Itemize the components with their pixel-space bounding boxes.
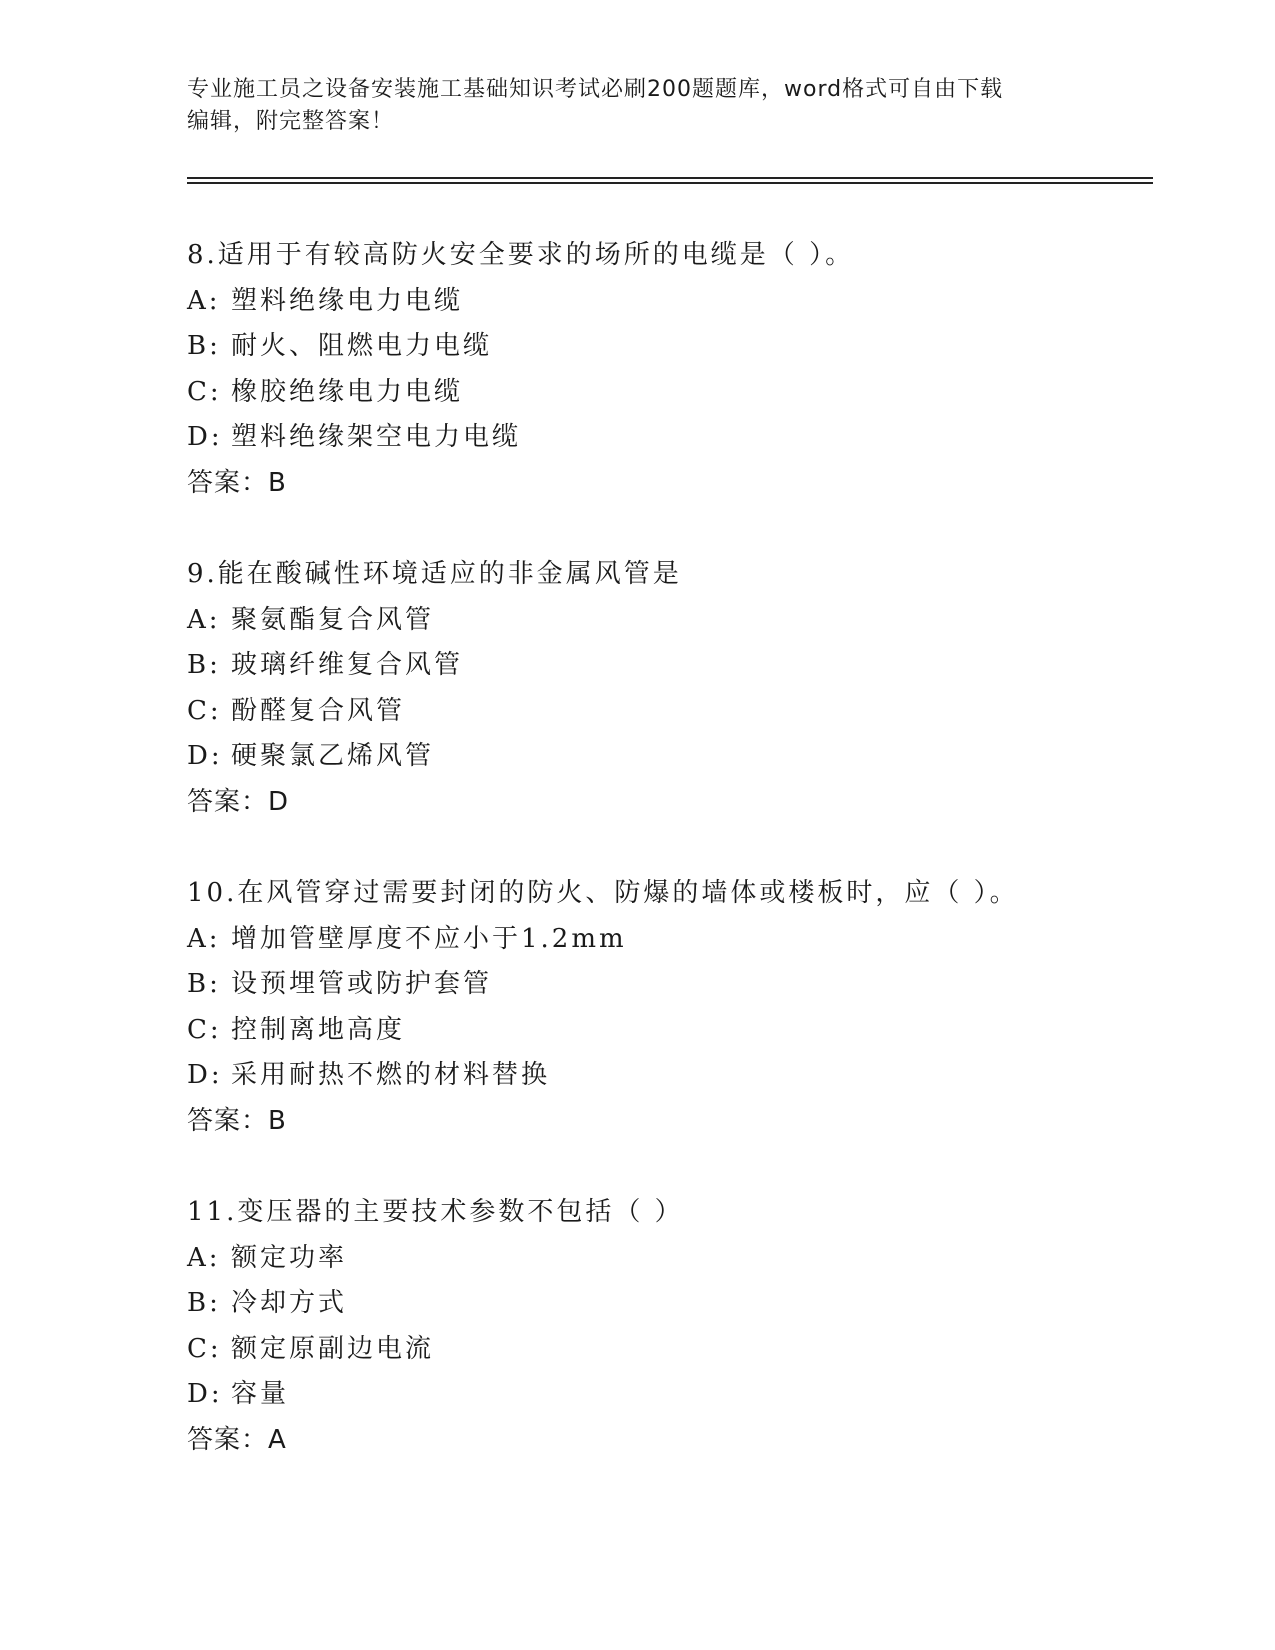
question-10	[187, 871, 1153, 1144]
option-key: D:	[187, 422, 223, 452]
option-a	[187, 598, 1153, 644]
header-line-2: 编辑，附完整答案！	[187, 109, 395, 134]
option-text: 额定原副边电流	[231, 1333, 435, 1364]
option-d	[187, 734, 1153, 780]
question-stem: 8.适用于有较高防火安全要求的场所的电缆是（ ）。	[187, 240, 855, 270]
header-divider-bottom	[187, 182, 1153, 184]
option-c	[187, 689, 1153, 735]
question-stem: 11.变压器的主要技术参数不包括（ ）	[187, 1197, 684, 1227]
option-c	[187, 1327, 1153, 1373]
option-key: D:	[187, 741, 223, 771]
option-key: D:	[187, 1060, 223, 1090]
header-divider-top	[187, 177, 1153, 179]
option-text: 控制离地高度	[231, 1014, 406, 1045]
header-line-1: 专业施工员之设备安装施工基础知识考试必刷200题题库，word格式可自由下载	[187, 77, 1004, 102]
question-11	[187, 1190, 1153, 1463]
option-b	[187, 643, 1153, 689]
option-key: B:	[187, 1288, 221, 1318]
option-key: A:	[187, 1242, 221, 1273]
option-text: 塑料绝缘架空电力电缆	[231, 422, 522, 452]
option-text: 塑料绝缘电力电缆	[231, 285, 464, 316]
option-text: 设预埋管或防护套管	[231, 969, 493, 999]
answer-line: 答案：D	[187, 786, 290, 817]
option-text: 采用耐热不燃的材料替换	[231, 1060, 551, 1090]
option-key: C:	[187, 376, 222, 407]
answer-line: 答案：B	[187, 1105, 287, 1136]
option-text: 橡胶绝缘电力电缆	[231, 376, 464, 407]
option-key: C:	[187, 1333, 222, 1364]
question-9	[187, 552, 1153, 825]
option-d	[187, 415, 1153, 461]
option-c	[187, 370, 1153, 416]
option-text: 冷却方式	[231, 1288, 348, 1318]
option-c	[187, 1008, 1153, 1054]
document-header	[187, 74, 1067, 138]
option-text: 增加管壁厚度不应小于1.2mm	[231, 923, 627, 954]
option-a	[187, 1236, 1153, 1282]
option-key: C:	[187, 695, 222, 726]
option-key: B:	[187, 969, 221, 999]
option-key: A:	[187, 285, 221, 316]
option-text: 容量	[231, 1379, 290, 1409]
option-key: A:	[187, 923, 221, 954]
option-key: B:	[187, 650, 221, 680]
option-text: 耐火、阻燃电力电缆	[231, 331, 493, 361]
question-stem: 10.在风管穿过需要封闭的防火、防爆的墙体或楼板时，应（ ）。	[187, 878, 1019, 908]
option-text: 硬聚氯乙烯风管	[231, 741, 435, 771]
option-d	[187, 1372, 1153, 1418]
option-a	[187, 917, 1153, 963]
answer-line: 答案：B	[187, 467, 287, 498]
option-d	[187, 1053, 1153, 1099]
option-b	[187, 324, 1153, 370]
option-text: 玻璃纤维复合风管	[231, 650, 464, 680]
question-stem: 9.能在酸碱性环境适应的非金属风管是	[187, 559, 682, 589]
option-b	[187, 962, 1153, 1008]
option-a	[187, 279, 1153, 325]
answer-line: 答案：A	[187, 1424, 287, 1455]
option-key: C:	[187, 1014, 222, 1045]
option-b	[187, 1281, 1153, 1327]
option-text: 额定功率	[231, 1242, 348, 1273]
option-text: 聚氨酯复合风管	[231, 604, 435, 635]
option-key: A:	[187, 604, 221, 635]
question-8	[187, 233, 1153, 506]
option-text: 酚醛复合风管	[231, 695, 406, 726]
option-key: B:	[187, 331, 221, 361]
option-key: D:	[187, 1379, 223, 1409]
